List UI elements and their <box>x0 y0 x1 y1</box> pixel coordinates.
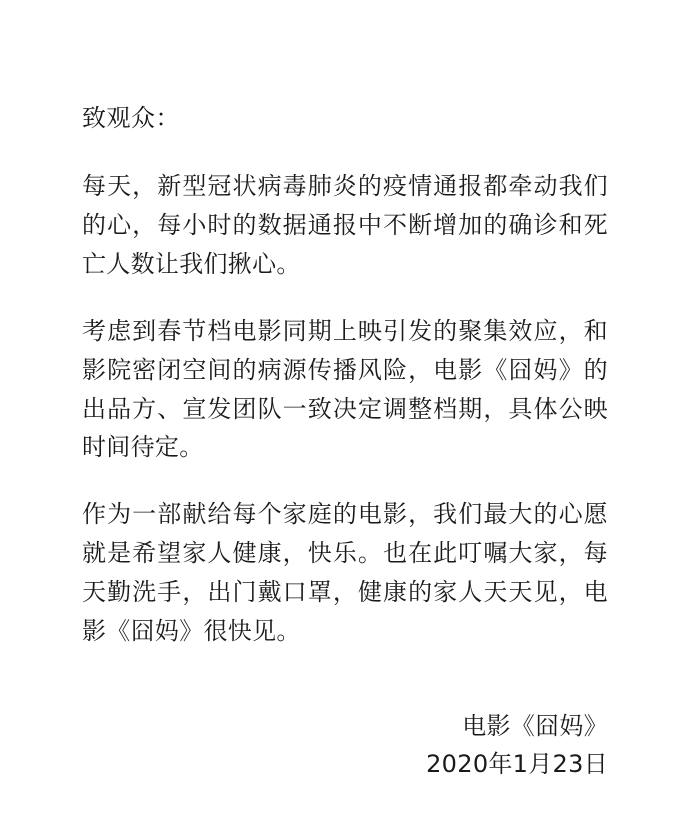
paragraph-1: 每天，新型冠状病毒肺炎的疫情通报都牵动我们的心，每小时的数据通报中不断增加的确诊和死亡人数让我们揪心。 <box>82 172 608 278</box>
signature-block <box>82 707 608 784</box>
signature-author: 电影《囧妈》 <box>462 711 608 740</box>
paragraph-3: 作为一部献给每个家庭的电影，我们最大的心愿就是希望家人健康，快乐。也在此叮嘱大家，每天勤洗手，出门戴口罩，健康的家人天天见，电影《囧妈》很快见。 <box>82 500 608 645</box>
salutation: 致观众： <box>82 104 180 132</box>
signature-date: 2020年1月23日 <box>426 750 608 779</box>
paragraph-2: 考虑到春节档电影同期上映引发的聚集效应，和影院密闭空间的病源传播风险，电影《囧妈》的出品方、宣发团队一致决定调整档期，具体公映时间待定。 <box>82 316 608 462</box>
statement-body <box>82 100 608 784</box>
